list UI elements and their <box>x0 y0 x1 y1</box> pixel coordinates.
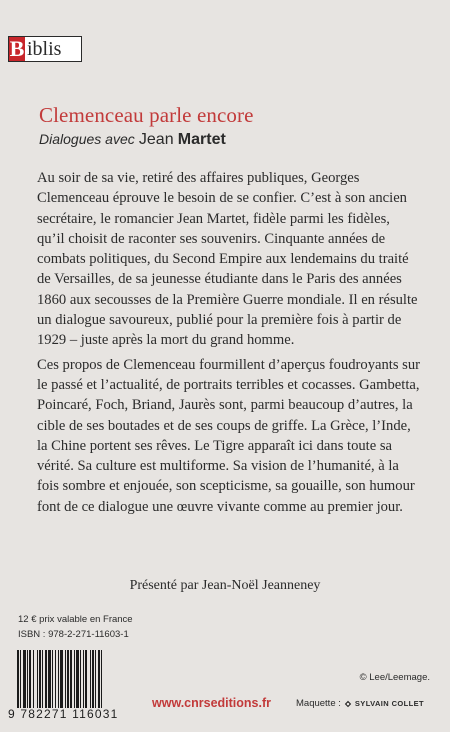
blurb-paragraph: Au soir de sa vie, retiré des affaires publiques, Georges Clemenceau éprouve le besoin de se confier. C’est à son ancien secrétaire, le romancier Jean Martet, fidèle parmi les fidèles, qu’il choisit de raconter ses souvenirs. Cinquante années de combats politiques, du Second Empire aux lendemains du traité de Versailles, de sa jeunesse étudiante dans le Paris des années 1860 aux secousses de la Première Guerre mondiale. Il en résulte un dialogue savoureux, publié pour la première fois à partir de 1929 – juste après la mort du grand homme. <box>37 170 418 349</box>
subtitle-prefix: Dialogues avec <box>39 131 135 147</box>
biblis-logo <box>8 36 82 62</box>
logo-text: iblis <box>25 37 81 61</box>
design-credit <box>296 698 424 709</box>
design-credit-label: Maquette : <box>296 698 341 709</box>
isbn-line: ISBN : 978-2-271-11603-1 <box>18 629 129 640</box>
designer-name: SYLVAIN COLLET <box>354 699 424 708</box>
book-subtitle <box>39 131 226 149</box>
logo-initial: B <box>9 36 25 61</box>
barcode-number: 9 782271 116031 <box>8 707 119 721</box>
presenter-credit: Présenté par Jean-Noël Jeanneney <box>129 578 321 593</box>
photo-credit: © Lee/Leemage. <box>359 672 430 683</box>
price-line: 12 € prix valable en France <box>18 614 133 625</box>
author-first-name: Jean <box>138 131 174 148</box>
barcode-icon <box>17 650 129 708</box>
back-cover-blurb <box>37 168 420 521</box>
publisher-website: www.cnrseditions.fr <box>152 696 272 710</box>
book-title: Clemenceau parle encore <box>39 103 254 127</box>
author-last-name: Martet <box>177 131 226 148</box>
designer-logo-icon <box>344 700 352 708</box>
blurb-paragraph: Ces propos de Clemenceau fourmillent d’aperçus foudroyants sur le passé et l’actualité, de portraits terribles et cocasses. Gambetta, Poincaré, Foch, Briand, Jaurès sont, parmi beaucoup d’autres, la cible de ses boutades et de ses coups de griffe. La Grèce, l’Inde, la Chine portent ses rêves. Le Tigre apparaît ici dans toute sa vérité. Sa culture est multiforme. Sa vision de l’humanité, à la fois sombre et enjouée, son scepticisme, sa gouaille, son humour font de ce dialogue une œuvre vivante comme au premier jour. <box>37 356 420 515</box>
